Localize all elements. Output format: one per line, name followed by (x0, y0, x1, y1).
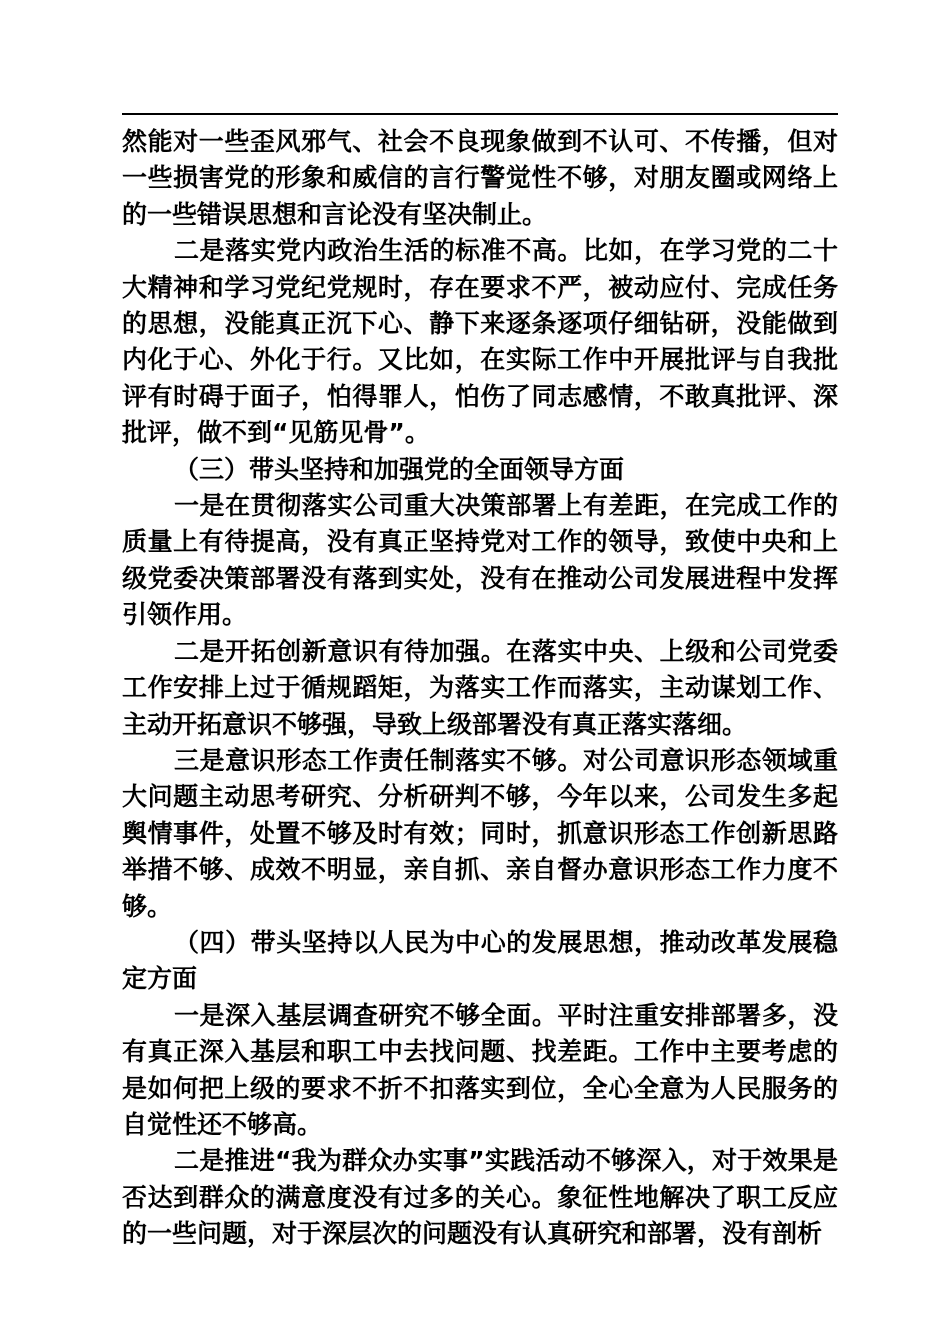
paragraph: 二是推进“我为群众办实事”实践活动不够深入，对于效果是否达到群众的满意度没有过多的关心。象征性地解决了职工反应的一些问题，对于深层次的问题没有认真研究和部署，没有剖析 (122, 1146, 838, 1249)
paragraph-continuation: 然能对一些歪风邪气、社会不良现象做到不认可、不传播，但对一些损害党的形象和威信的言行警觉性不够，对朋友圈或网络上的一些错误思想和言论没有坚决制止。 (122, 127, 838, 229)
header-rule (122, 113, 838, 115)
paragraph: 一是深入基层调查研究不够全面。平时注重安排部署多，没有真正深入基层和职工中去找问题、找差距。工作中主要考虑的是如何把上级的要求不折不扣落实到位，全心全意为人民服务的自觉性还不够高。 (122, 1000, 838, 1139)
paragraph: 二是开拓创新意识有待加强。在落实中央、上级和公司党委工作安排上过于循规蹈矩，为落实工作而落实，主动谋划工作、主动开拓意识不够强，导致上级部署没有真正落实落细。 (122, 636, 838, 739)
section-heading: （三）带头坚持和加强党的全面领导方面 (174, 454, 625, 484)
document-body (122, 124, 838, 1253)
section-heading: （四）带头坚持以人民为中心的发展思想，推动改革发展稳定方面 (122, 927, 838, 994)
paragraph: 二是落实党内政治生活的标准不高。比如，在学习党的二十大精神和学习党纪党规时，存在要求不严，被动应付、完成任务的思想，没能真正沉下心、静下来逐条逐项仔细钻研，没能做到内化于心、外化于行。又比如，在实际工作中开展批评与自我批评有时碍于面子，怕得罪人，怕伤了同志感情，不敢真批评、深批评，做不到“见筋见骨”。 (122, 236, 838, 448)
paragraph: 三是意识形态工作责任制落实不够。对公司意识形态领域重大问题主动思考研究、分析研判不够，今年以来，公司发生多起舆情事件，处置不够及时有效；同时，抓意识形态工作创新思路举措不够、成效不明显，亲自抓、亲自督办意识形态工作力度不够。 (122, 745, 838, 921)
paragraph: 一是在贯彻落实公司重大决策部署上有差距，在完成工作的质量上有待提高，没有真正坚持党对工作的领导，致使中央和上级党委决策部署没有落到实处，没有在推动公司发展进程中发挥引领作用。 (122, 491, 838, 630)
